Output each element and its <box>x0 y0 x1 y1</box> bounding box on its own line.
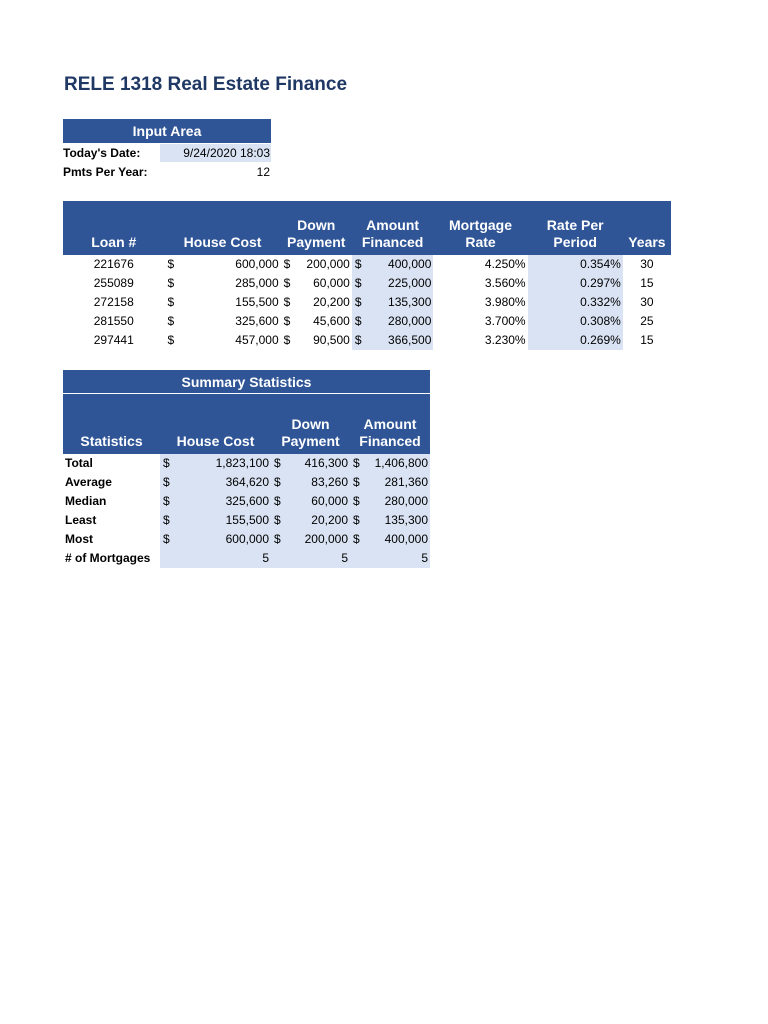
summary-row-least <box>63 511 430 530</box>
amount-financed-cell[interactable]: $ 366,500 <box>352 331 434 350</box>
currency-symbol: $ <box>167 314 175 328</box>
down-payment-cell[interactable]: $ 60,000 <box>271 492 350 511</box>
currency-symbol: $ <box>167 257 175 271</box>
summary-row-count <box>63 549 430 568</box>
amount-financed-cell[interactable]: $ 135,300 <box>352 293 434 312</box>
house-cost-cell[interactable]: $ 155,500 <box>160 511 271 530</box>
currency-symbol: $ <box>353 475 360 489</box>
input-label-pmts: Pmts Per Year: <box>63 165 148 179</box>
currency-symbol: $ <box>167 295 175 309</box>
currency-symbol: $ <box>163 494 170 508</box>
table-row <box>63 331 671 350</box>
currency-symbol: $ <box>283 295 291 309</box>
table-row <box>63 312 671 331</box>
years-cell[interactable]: 15 <box>640 333 654 347</box>
house-cost-cell[interactable]: $ 457,000 <box>165 331 281 350</box>
house-cost-cell[interactable]: $ 600,000 <box>165 255 281 274</box>
currency-symbol: $ <box>353 532 360 546</box>
statistic-label: Average <box>65 475 112 489</box>
house-cost-count-cell[interactable]: 5 <box>160 549 271 568</box>
loan-number-cell[interactable]: 297441 <box>93 333 134 347</box>
currency-symbol: $ <box>274 532 281 546</box>
down-payment-count-cell[interactable]: 5 <box>271 549 350 568</box>
statistic-label: Median <box>65 494 107 508</box>
currency-symbol: $ <box>353 494 360 508</box>
col-down-payment: Down Payment <box>281 201 352 255</box>
amount-financed-cell[interactable]: $ 225,000 <box>352 274 434 293</box>
col-rate-per-period: Rate Per Period <box>528 201 623 255</box>
loans-header-row <box>63 201 671 255</box>
mortgage-rate-cell[interactable]: 4.250% <box>484 257 526 271</box>
currency-symbol: $ <box>274 456 281 470</box>
currency-symbol: $ <box>354 314 362 328</box>
rate-per-period-cell[interactable]: 0.332% <box>528 293 623 312</box>
table-row <box>63 293 671 312</box>
years-cell[interactable]: 30 <box>640 257 654 271</box>
currency-symbol: $ <box>163 456 170 470</box>
mortgage-rate-cell[interactable]: 3.980% <box>484 295 526 309</box>
amount-financed-cell[interactable]: $ 280,000 <box>352 312 434 331</box>
amount-financed-cell[interactable]: $ 1,406,800 <box>350 454 430 473</box>
summary-title: Summary Statistics <box>63 370 430 394</box>
rate-per-period-cell[interactable]: 0.269% <box>528 331 623 350</box>
currency-symbol: $ <box>274 494 281 508</box>
col-mortgage-rate: Mortgage Rate <box>433 201 527 255</box>
currency-symbol: $ <box>283 257 291 271</box>
currency-symbol: $ <box>167 333 175 347</box>
statistic-label: # of Mortgages <box>65 551 151 565</box>
summary-table <box>63 394 430 568</box>
loans-table <box>63 201 671 350</box>
years-cell[interactable]: 25 <box>640 314 654 328</box>
rate-per-period-cell[interactable]: 0.297% <box>528 274 623 293</box>
amount-financed-cell[interactable]: $ 400,000 <box>352 255 434 274</box>
amount-financed-count-cell[interactable]: 5 <box>350 549 430 568</box>
currency-symbol: $ <box>353 513 360 527</box>
house-cost-cell[interactable]: $ 1,823,100 <box>160 454 271 473</box>
house-cost-cell[interactable]: $ 364,620 <box>160 473 271 492</box>
down-payment-cell[interactable]: $ 20,200 <box>281 293 352 312</box>
summary-row-average <box>63 473 430 492</box>
currency-symbol: $ <box>274 475 281 489</box>
summary-row-most <box>63 530 430 549</box>
col-statistics: Statistics <box>63 394 160 454</box>
currency-symbol: $ <box>354 276 362 290</box>
loan-number-cell[interactable]: 281550 <box>93 314 134 328</box>
currency-symbol: $ <box>163 513 170 527</box>
input-value-date[interactable]: 9/24/2020 18:03 <box>160 144 271 162</box>
col-amount-financed: Amount Financed <box>352 201 434 255</box>
down-payment-cell[interactable]: $ 416,300 <box>271 454 350 473</box>
col-down-payment: Down Payment <box>271 394 350 454</box>
down-payment-cell[interactable]: $ 90,500 <box>281 331 352 350</box>
currency-symbol: $ <box>283 333 291 347</box>
currency-symbol: $ <box>167 276 175 290</box>
house-cost-cell[interactable]: $ 285,000 <box>165 274 281 293</box>
statistic-label: Total <box>65 456 93 470</box>
amount-financed-cell[interactable]: $ 135,300 <box>350 511 430 530</box>
col-loan-number: Loan # <box>63 201 165 255</box>
loan-number-cell[interactable]: 221676 <box>93 257 134 271</box>
house-cost-cell[interactable]: $ 325,600 <box>160 492 271 511</box>
house-cost-cell[interactable]: $ 155,500 <box>165 293 281 312</box>
house-cost-cell[interactable]: $ 325,600 <box>165 312 281 331</box>
years-cell[interactable]: 15 <box>640 276 654 290</box>
currency-symbol: $ <box>283 276 291 290</box>
rate-per-period-cell[interactable]: 0.354% <box>528 255 623 274</box>
summary-row-total <box>63 454 430 473</box>
mortgage-rate-cell[interactable]: 3.560% <box>484 276 526 290</box>
table-row <box>63 255 671 274</box>
currency-symbol: $ <box>163 475 170 489</box>
statistic-label: Most <box>65 532 93 546</box>
house-cost-cell[interactable]: $ 600,000 <box>160 530 271 549</box>
input-area-header: Input Area <box>63 119 271 143</box>
amount-financed-cell[interactable]: $ 400,000 <box>350 530 430 549</box>
summary-header-row <box>63 394 430 454</box>
down-payment-cell[interactable]: $ 60,000 <box>281 274 352 293</box>
years-cell[interactable]: 30 <box>640 295 654 309</box>
currency-symbol: $ <box>274 513 281 527</box>
amount-financed-cell[interactable]: $ 281,360 <box>350 473 430 492</box>
currency-symbol: $ <box>354 333 362 347</box>
down-payment-cell[interactable]: $ 200,000 <box>271 530 350 549</box>
col-house-cost: House Cost <box>165 201 281 255</box>
mortgage-rate-cell[interactable]: 3.700% <box>484 314 526 328</box>
down-payment-cell[interactable]: $ 20,200 <box>271 511 350 530</box>
currency-symbol: $ <box>283 314 291 328</box>
rate-per-period-cell[interactable]: 0.308% <box>528 312 623 331</box>
currency-symbol: $ <box>354 295 362 309</box>
col-house-cost: House Cost <box>160 394 271 454</box>
input-label-date: Today's Date: <box>63 146 141 160</box>
currency-symbol: $ <box>163 532 170 546</box>
summary-row-median <box>63 492 430 511</box>
statistic-label: Least <box>65 513 97 527</box>
loan-number-cell[interactable]: 272158 <box>93 295 134 309</box>
down-payment-cell[interactable]: $ 200,000 <box>281 255 352 274</box>
input-row-pmts <box>63 163 271 181</box>
input-value-pmts[interactable]: 12 <box>256 165 270 179</box>
col-years: Years <box>623 201 671 255</box>
amount-financed-cell[interactable]: $ 280,000 <box>350 492 430 511</box>
currency-symbol: $ <box>353 456 360 470</box>
table-row <box>63 274 671 293</box>
down-payment-cell[interactable]: $ 83,260 <box>271 473 350 492</box>
down-payment-cell[interactable]: $ 45,600 <box>281 312 352 331</box>
currency-symbol: $ <box>354 257 362 271</box>
col-amount-financed: Amount Financed <box>350 394 430 454</box>
loan-number-cell[interactable]: 255089 <box>93 276 134 290</box>
input-row-date <box>63 144 271 162</box>
mortgage-rate-cell[interactable]: 3.230% <box>484 333 526 347</box>
page-title: RELE 1318 Real Estate Finance <box>64 74 348 95</box>
